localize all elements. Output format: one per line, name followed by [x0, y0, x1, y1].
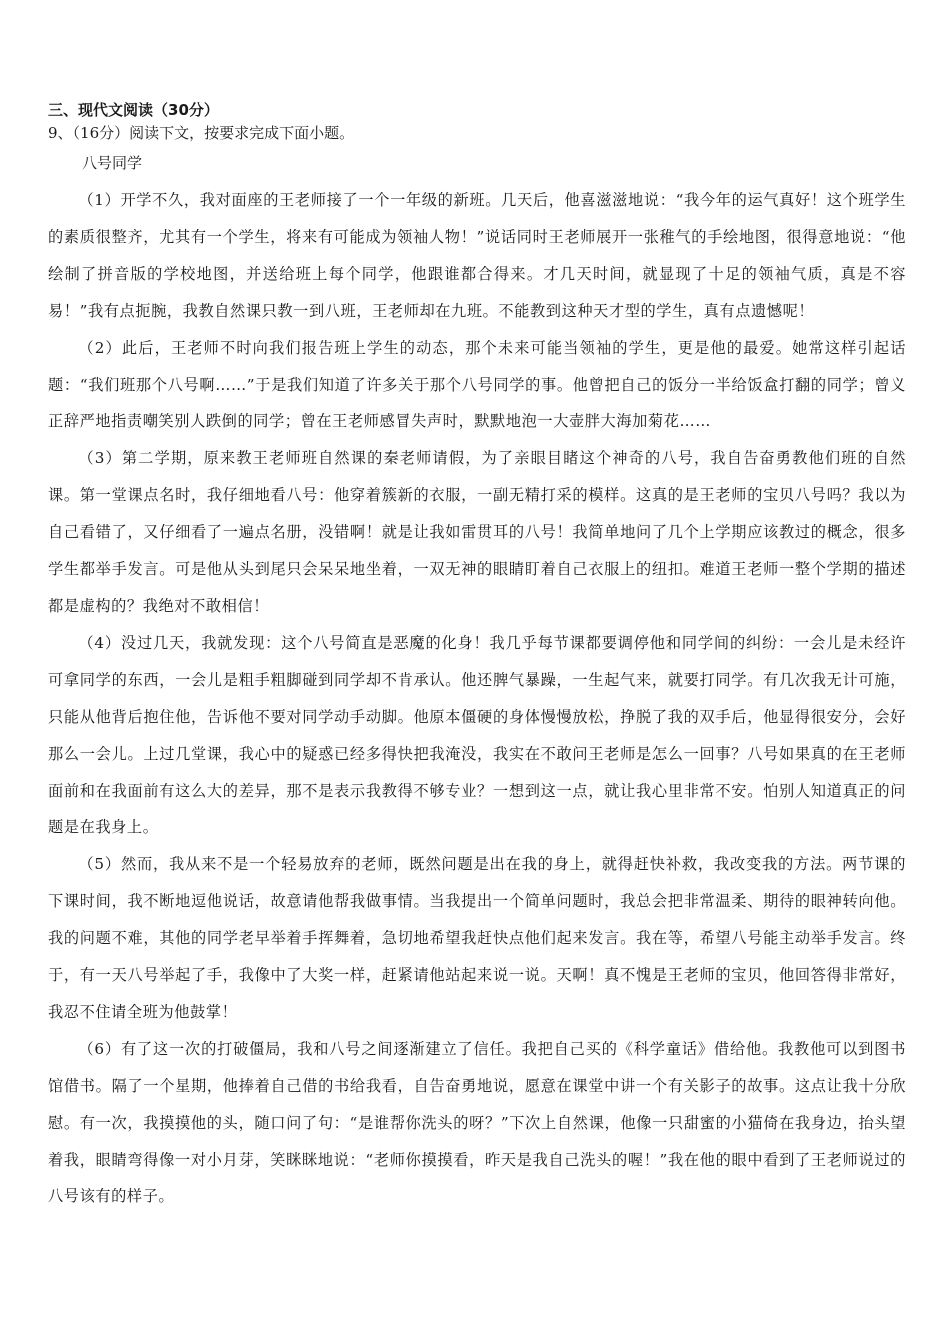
section-heading: 三、现代文阅读（30分） — [48, 101, 219, 119]
question-instruction: 9、（16分）阅读下文，按要求完成下面小题。 — [48, 124, 355, 142]
paragraph-3: （3）第二学期，原来教王老师班自然课的秦老师请假，为了亲眼目睹这个神奇的八号，我自告奋勇教他们班的自然课。第一堂课点名时，我仔细地看八号：他穿着簇新的衣服，一副无精打采的模样。这真的是王老师的宝贝八号吗？我以为自己看错了，又仔细看了一遍点名册，没错啊！就是让我如雷贯耳的八号！我简单地问了几个上学期应该教过的概念，很多学生都举手发言。可是他从头到尾只会呆呆地坐着，一双无神的眼睛盯着自己衣服上的纽扣。难道王老师一整个学期的描述都是虚构的？我绝对不敢相信！ — [48, 449, 906, 615]
paragraph-6: （6）有了这一次的打破僵局，我和八号之间逐渐建立了信任。我把自己买的《科学童话》借给他。我教他可以到图书馆借书。隔了一个星期，他捧着自己借的书给我看，自告奋勇地说，愿意在课堂中讲一个有关影子的故事。这点让我十分欣慰。有一次，我摸摸他的头，随口问了句：“是谁帮你洗头的呀？”下次上自然课，他像一只甜蜜的小猫倚在我身边，抬头望着我，眼睛弯得像一对小月芽，笑眯眯地说：“老师你摸摸看，昨天是我自己洗头的喔！”我在他的眼中看到了王老师说过的八号该有的样子。 — [48, 1039, 906, 1206]
paragraph-1: （1）开学不久，我对面座的王老师接了一个一年级的新班。几天后，他喜滋滋地说：“我今年的运气真好！这个班学生的素质很整齐，尤其有一个学生，将来有可能成为领袖人物！”说话同时王老师展开一张稚气的手绘地图，很得意地说：“他绘制了拼音版的学校地图，并送给班上每个同学，他跟谁都合得来。才几天时间，就显现了十足的领袖气质，真是不容易！”我有点扼腕，我教自然课只教一到八班，王老师却在九班。不能教到这种天才型的学生，真有点遗憾呢！ — [48, 191, 906, 320]
article-title: 八号同学 — [82, 154, 143, 172]
paragraph-2: （2）此后，王老师不时向我们报告班上学生的动态，那个未来可能当领袖的学生，更是他的最爱。她常这样引起话题：“我们班那个八号啊……”于是我们知道了许多关于那个八号同学的事。他曾把自己的饭分一半给饭盒打翻的同学；曾义正辞严地指责嘲笑别人跌倒的同学；曾在王老师感冒失声时，默默地泡一大壶胖大海加菊花…… — [48, 338, 906, 431]
exam-page — [48, 100, 906, 1215]
paragraph-4: （4）没过几天，我就发现：这个八号简直是恶魔的化身！我几乎每节课都要调停他和同学间的纠纷：一会儿是未经许可拿同学的东西，一会儿是粗手粗脚碰到同学却不肯承认。他还脾气暴躁，一生起气来，就要打同学。有几次我无计可施，只能从他背后抱住他，告诉他不要对同学动手动脚。他原本僵硬的身体慢慢放松，挣脱了我的双手后，他显得很安分，会好那么一会儿。上过几堂课，我心中的疑惑已经多得快把我淹没，我实在不敢问王老师是怎么一回事？八号如果真的在王老师面前和在我面前有这么大的差异，那不是表示我教得不够专业？一想到这一点，就让我心里非常不安。怕别人知道真正的问题是在我身上。 — [48, 633, 906, 837]
paragraph-5: （5）然而，我从来不是一个轻易放弃的老师，既然问题是出在我的身上，就得赶快补救，我改变我的方法。两节课的下课时间，我不断地逗他说话，故意请他帮我做事情。当我提出一个简单问题时，我总会把非常温柔、期待的眼神转向他。我的问题不难，其他的同学老早举着手挥舞着，急切地希望我赶快点他们起来发言。我在等，希望八号能主动举手发言。终于，有一天八号举起了手，我像中了大奖一样，赶紧请他站起来说一说。天啊！真不愧是王老师的宝贝，他回答得非常好，我忍不住请全班为他鼓掌！ — [48, 855, 906, 1021]
